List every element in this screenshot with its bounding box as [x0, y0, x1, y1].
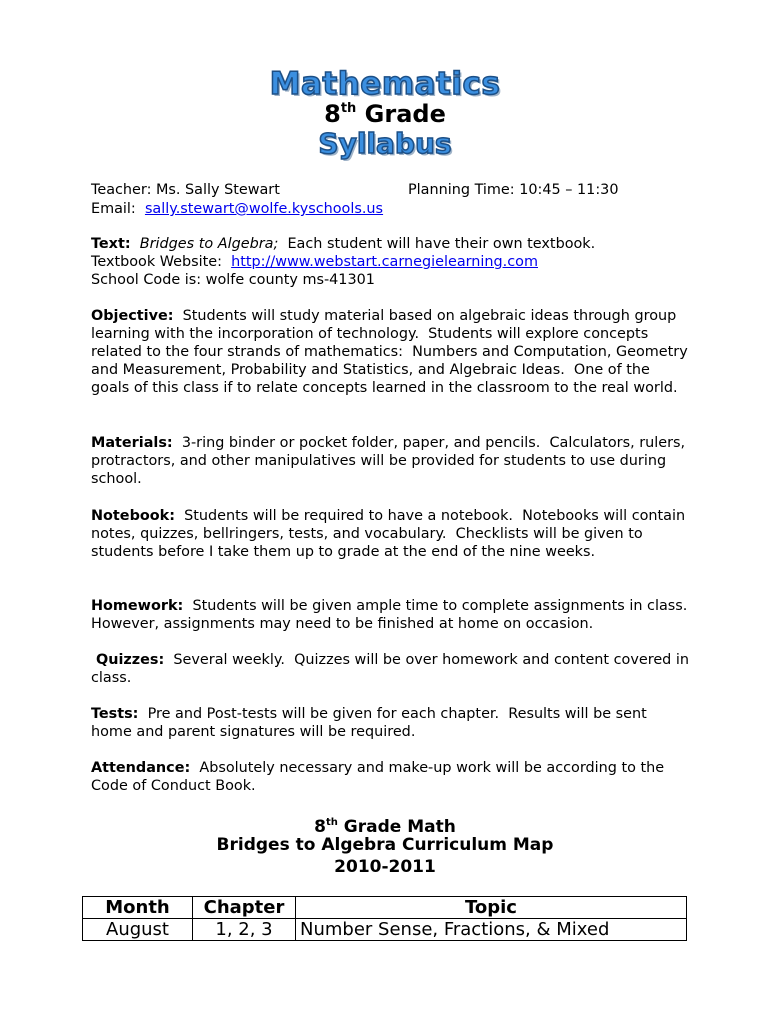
text-label: Text:: [91, 236, 131, 252]
school-code: School Code is: wolfe county ms-41301: [91, 272, 375, 288]
objective-section: [91, 307, 691, 397]
quizzes-text: Several weekly. Quizzes will be over homework and content covered in class.: [91, 652, 694, 686]
attendance-label: Attendance:: [91, 760, 191, 776]
homework-label: Homework:: [91, 598, 184, 614]
table-row: [83, 919, 687, 941]
curriculum-table: [82, 896, 687, 941]
tests-section: [91, 705, 691, 741]
grade-word: Grade: [364, 100, 446, 128]
teacher-name: Teacher: Ms. Sally Stewart: [91, 182, 280, 198]
column-header-topic: Topic: [296, 897, 687, 919]
tests-label: Tests:: [91, 706, 139, 722]
cell-chapter: 1, 2, 3: [193, 919, 296, 941]
email-line: [91, 200, 383, 218]
text-desc: Each student will have their own textbook.: [278, 236, 596, 252]
curriculum-heading-suffix: th: [325, 817, 338, 828]
website-label: Textbook Website:: [91, 254, 232, 270]
curriculum-subheading: Bridges to Algebra Curriculum Map: [216, 835, 554, 855]
cell-topic: Number Sense, Fractions, & Mixed: [296, 919, 687, 941]
notebook-text: Students will be required to have a notebook. Notebooks will contain notes, quizzes, bellringers, tests, and vocabulary. Checklists will be given to students before I take them up to grade at the end of the nine weeks.: [91, 508, 690, 560]
homework-section: [91, 597, 697, 633]
table-header-row: [83, 897, 687, 919]
tests-text: Pre and Post-tests will be given for each chapter. Results will be sent home and parent signatures will be required.: [91, 706, 652, 740]
objective-label: Objective:: [91, 308, 174, 324]
textbook-title: Bridges to Algebra;: [139, 236, 279, 252]
homework-text: Students will be given ample time to complete assignments in class. However, assignments may need to be finished at home on occasion.: [91, 598, 697, 632]
email-label: Email:: [91, 201, 145, 217]
title-mathematics: Mathematics: [269, 66, 501, 102]
notebook-label: Notebook:: [91, 508, 175, 524]
quizzes-label: Quizzes:: [91, 652, 165, 668]
text-line: [91, 235, 595, 253]
title-syllabus: Syllabus: [318, 127, 452, 160]
objective-text: Students will study material based on algebraic ideas through group learning with the incorporation of technology. Students will explore concepts related to the four strands of mathematics: Numbers and Computation, Geometry and Measurement, Probability and Statistics, and Algebraic Ideas. One of the goals of this class if to relate concepts learned in the classroom to the real world.: [91, 308, 693, 396]
quizzes-section: [91, 651, 694, 687]
materials-section: [91, 434, 691, 488]
website-link[interactable]: http://www.webstart.carnegielearning.com: [231, 254, 538, 270]
curriculum-heading-number: 8: [314, 817, 326, 837]
attendance-section: [91, 759, 691, 795]
planning-time: Planning Time: 10:45 – 11:30: [408, 182, 619, 198]
email-link[interactable]: sally.stewart@wolfe.kyschools.us: [144, 201, 384, 217]
column-header-chapter: Chapter: [193, 897, 296, 919]
curriculum-years: 2010-2011: [334, 857, 436, 877]
materials-text: 3-ring binder or pocket folder, paper, and pencils. Calculators, rulers, protractors, and other manipulatives will be provided for students to use during school.: [91, 435, 690, 487]
grade-number: 8: [324, 100, 341, 128]
column-header-month: Month: [83, 897, 193, 919]
website-line: [91, 253, 538, 271]
attendance-text: Absolutely necessary and make-up work will be according to the Code of Conduct Book.: [91, 760, 669, 794]
grade-suffix: th: [340, 101, 357, 116]
curriculum-heading-rest: Grade Math: [337, 817, 456, 837]
notebook-section: [91, 507, 691, 561]
cell-month: August: [83, 919, 193, 941]
materials-label: Materials:: [91, 435, 173, 451]
grade-heading: [0, 100, 770, 128]
